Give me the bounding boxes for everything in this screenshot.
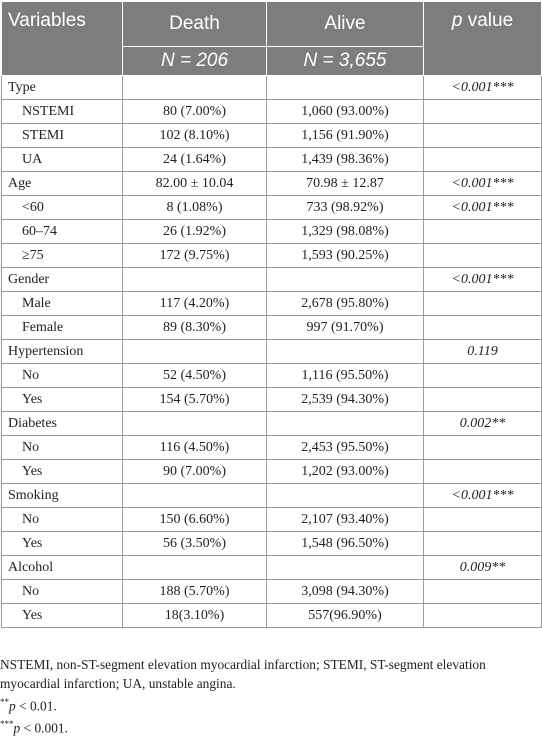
row-alive-cell: [267, 556, 424, 580]
table-row: [2, 172, 542, 196]
row-death-cell: [123, 268, 267, 292]
row-death-cell: [123, 340, 267, 364]
row-alive-cell: [267, 268, 424, 292]
row-p-value-cell: [424, 124, 542, 148]
row-p-value-cell: <0.001***: [424, 76, 542, 100]
row-alive-cell: 2,107 (93.40%): [267, 508, 424, 532]
row-variable-cell: Age: [2, 172, 123, 196]
row-variable-cell: STEMI: [2, 124, 123, 148]
row-alive-cell: 557(96.90%): [267, 604, 424, 628]
row-variable-cell: No: [2, 580, 123, 604]
table-row: [2, 100, 542, 124]
row-p-value-cell: [424, 436, 542, 460]
row-variable-cell: Yes: [2, 604, 123, 628]
row-alive-cell: 70.98 ± 12.87: [267, 172, 424, 196]
footnote-p001-p: p: [9, 698, 16, 714]
table-row: [2, 556, 542, 580]
row-death-cell: 154 (5.70%): [123, 388, 267, 412]
row-p-value-cell: [424, 244, 542, 268]
row-variable-cell: 60–74: [2, 220, 123, 244]
row-p-value-cell: <0.001***: [424, 172, 542, 196]
row-alive-cell: 1,593 (90.25%): [267, 244, 424, 268]
row-death-cell: 188 (5.70%): [123, 580, 267, 604]
row-alive-cell: [267, 484, 424, 508]
row-p-value-cell: [424, 220, 542, 244]
row-death-cell: 24 (1.64%): [123, 148, 267, 172]
row-death-cell: 82.00 ± 10.04: [123, 172, 267, 196]
row-alive-cell: 2,453 (95.50%): [267, 436, 424, 460]
table-row: [2, 388, 542, 412]
alive-n-text: N = 3,655: [303, 50, 387, 71]
row-alive-cell: 1,116 (95.50%): [267, 364, 424, 388]
table-row: [2, 268, 542, 292]
header-alive-n: [267, 47, 424, 76]
footnote-p0001: [0, 715, 542, 737]
row-p-value-cell: [424, 460, 542, 484]
row-alive-cell: 733 (98.92%): [267, 196, 424, 220]
row-variable-cell: Yes: [2, 388, 123, 412]
header-row-1: [2, 2, 542, 47]
row-p-value-cell: <0.001***: [424, 196, 542, 220]
row-p-value-cell: [424, 364, 542, 388]
table-footnotes: [0, 655, 542, 738]
row-alive-cell: 1,156 (91.90%): [267, 124, 424, 148]
table-row: [2, 76, 542, 100]
row-variable-cell: NSTEMI: [2, 100, 123, 124]
row-p-value-cell: [424, 316, 542, 340]
table-row: [2, 532, 542, 556]
row-death-cell: 8 (1.08%): [123, 196, 267, 220]
row-alive-cell: 3,098 (94.30%): [267, 580, 424, 604]
row-variable-cell: UA: [2, 148, 123, 172]
row-p-value-cell: <0.001***: [424, 268, 542, 292]
row-p-value-cell: [424, 148, 542, 172]
row-death-cell: 150 (6.60%): [123, 508, 267, 532]
row-death-cell: [123, 76, 267, 100]
row-p-value-cell: [424, 388, 542, 412]
row-p-value-cell: 0.119: [424, 340, 542, 364]
table-row: [2, 316, 542, 340]
table-row: [2, 364, 542, 388]
row-alive-cell: [267, 340, 424, 364]
row-variable-cell: No: [2, 364, 123, 388]
row-p-value-cell: [424, 604, 542, 628]
table-row: [2, 604, 542, 628]
row-death-cell: [123, 556, 267, 580]
header-alive: Alive: [267, 2, 424, 47]
row-variable-cell: Type: [2, 76, 123, 100]
row-alive-cell: 1,439 (98.36%): [267, 148, 424, 172]
row-alive-cell: 997 (91.70%): [267, 316, 424, 340]
row-p-value-cell: 0.009**: [424, 556, 542, 580]
row-alive-cell: 1,548 (96.50%): [267, 532, 424, 556]
row-variable-cell: No: [2, 508, 123, 532]
row-variable-cell: <60: [2, 196, 123, 220]
table-row: [2, 292, 542, 316]
header-p-italic: p: [451, 10, 463, 31]
footnote-abbreviations: NSTEMI, non-ST-segment elevation myocardial infarction; STEMI, ST-segment elevation myocardial infarction; UA, unstable angina.: [0, 657, 486, 691]
table-row: [2, 196, 542, 220]
row-variable-cell: Male: [2, 292, 123, 316]
row-variable-cell: Yes: [2, 460, 123, 484]
row-death-cell: 90 (7.00%): [123, 460, 267, 484]
table-row: [2, 460, 542, 484]
header-death-n: [123, 47, 267, 76]
row-death-cell: 89 (8.30%): [123, 316, 267, 340]
footnote-p001-rest: < 0.01.: [15, 698, 57, 714]
header-death: Death: [123, 2, 267, 47]
row-p-value-cell: <0.001***: [424, 484, 542, 508]
row-death-cell: 172 (9.75%): [123, 244, 267, 268]
row-p-value-cell: [424, 292, 542, 316]
table-row: [2, 412, 542, 436]
table-header: [2, 2, 542, 76]
row-alive-cell: [267, 76, 424, 100]
table-row: [2, 508, 542, 532]
table-row: [2, 484, 542, 508]
row-alive-cell: 1,202 (93.00%): [267, 460, 424, 484]
row-variable-cell: ≥75: [2, 244, 123, 268]
row-variable-cell: Hypertension: [2, 340, 123, 364]
death-n-text: N = 206: [160, 50, 229, 71]
row-variable-cell: Alcohol: [2, 556, 123, 580]
footnote-p0001-sup: ***: [0, 719, 14, 730]
row-variable-cell: Diabetes: [2, 412, 123, 436]
table-row: [2, 220, 542, 244]
header-variables: Variables: [2, 2, 123, 76]
row-variable-cell: No: [2, 436, 123, 460]
row-variable-cell: Yes: [2, 532, 123, 556]
row-death-cell: 18(3.10%): [123, 604, 267, 628]
row-p-value-cell: 0.002**: [424, 412, 542, 436]
row-alive-cell: 2,678 (95.80%): [267, 292, 424, 316]
table-row: [2, 124, 542, 148]
table-row: [2, 436, 542, 460]
row-death-cell: 117 (4.20%): [123, 292, 267, 316]
row-alive-cell: 2,539 (94.30%): [267, 388, 424, 412]
row-death-cell: 52 (4.50%): [123, 364, 267, 388]
row-variable-cell: Gender: [2, 268, 123, 292]
row-death-cell: 102 (8.10%): [123, 124, 267, 148]
table-row: [2, 580, 542, 604]
row-p-value-cell: [424, 532, 542, 556]
row-alive-cell: [267, 412, 424, 436]
row-p-value-cell: [424, 508, 542, 532]
row-death-cell: 116 (4.50%): [123, 436, 267, 460]
header-p-rest: value: [462, 10, 514, 31]
table-row: [2, 148, 542, 172]
row-death-cell: 56 (3.50%): [123, 532, 267, 556]
row-death-cell: 80 (7.00%): [123, 100, 267, 124]
header-p-value: [424, 2, 542, 76]
table-row: [2, 244, 542, 268]
row-variable-cell: Smoking: [2, 484, 123, 508]
row-alive-cell: 1,329 (98.08%): [267, 220, 424, 244]
footnote-p0001-p: p: [13, 720, 21, 736]
footnote-p0001-rest: < 0.001.: [20, 720, 68, 736]
row-death-cell: 26 (1.92%): [123, 220, 267, 244]
data-table: [1, 1, 542, 628]
row-death-cell: [123, 412, 267, 436]
table-row: [2, 340, 542, 364]
footnote-p001: [0, 693, 542, 715]
row-p-value-cell: [424, 100, 542, 124]
row-death-cell: [123, 484, 267, 508]
row-p-value-cell: [424, 580, 542, 604]
row-alive-cell: 1,060 (93.00%): [267, 100, 424, 124]
row-variable-cell: Female: [2, 316, 123, 340]
table-body: [2, 76, 542, 628]
footnote-p001-sup: **: [0, 697, 9, 707]
